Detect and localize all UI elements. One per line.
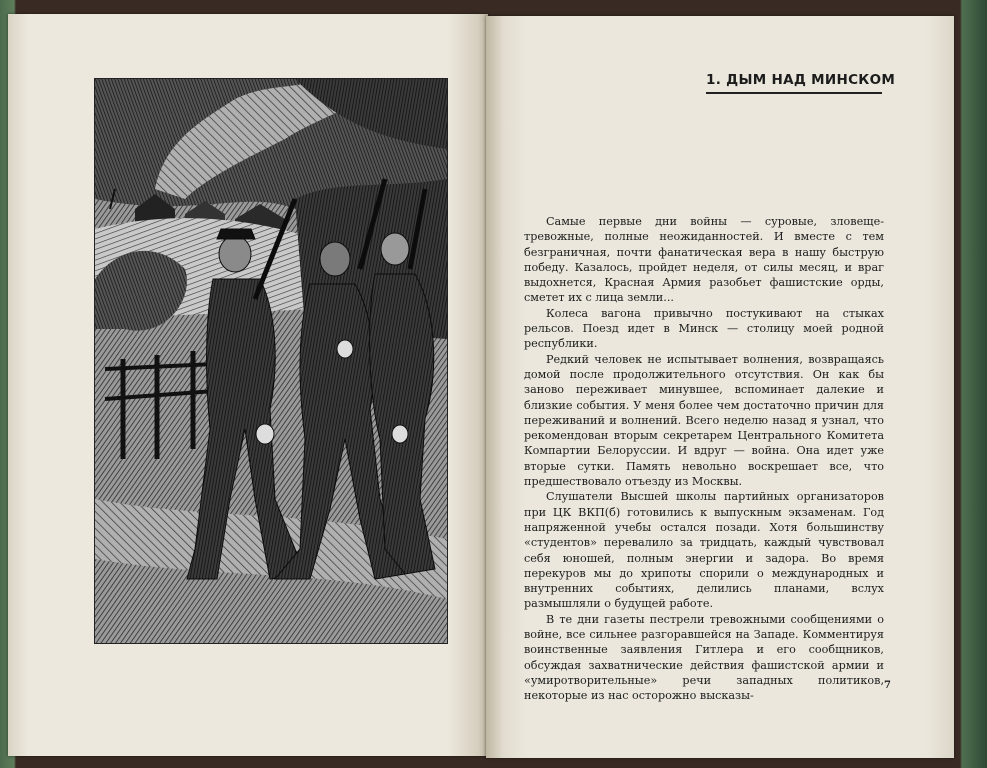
paragraph: В те дни газеты пестрели тревожными сообщениями о войне, все сильнее разгоравшейся на Западе. Комментируя воинственные заявления Гитлера и его сообщников, обсуждая захватнические действия фашистской армии и «умиротворительные» речи западных политиков, некоторые из нас осторожно высказы- — [524, 612, 884, 703]
left-page — [8, 14, 488, 756]
paragraph: Самые первые дни войны — суровые, зловеще-тревожные, полные неожиданностей. И вместе с тем безграничная, почти фанатическая вера в нашу быструю победу. Казалось, пройдет неделя, от силы месяц, и враг выдохнется, Красная Армия разобьет фашистские орды, сметет их с лица земли... — [524, 215, 884, 305]
right-page — [486, 16, 954, 758]
woodcut-illustration — [94, 78, 448, 644]
page-number: 7 — [884, 680, 891, 691]
chapter-title: 1. ДЫМ НАД МИНСКОМ — [706, 72, 896, 88]
engraving-partisans-image — [95, 79, 447, 643]
paragraph: Слушатели Высшей школы партийных организаторов при ЦК ВКП(б) готовились к выпускным экзаменам. Год напряженной учебы остался позади. Хотя большинству «студентов» перевалило за тридцать, каждый чувствовал себя юношей, полным энергии и задора. Во время перекуров мы до хрипоты спорили о международных и внутренних событиях, делились планами, вслух размышляли о будущей работе. — [524, 490, 884, 611]
book-spread — [8, 14, 958, 764]
body-text — [524, 214, 884, 704]
paragraph: Колеса вагона привычно постукивают на стыках рельсов. Поезд идет в Минск — столицу моей родной республики. — [524, 306, 884, 351]
chapter-title-underline — [706, 92, 882, 94]
paragraph: Редкий человек не испытывает волнения, возвращаясь домой после продолжительного отсутствия. Он как бы заново переживает минувшее, вспоминает далекие и близкие события. У меня более чем достаточно причин для переживаний и волнений. Всего неделю назад я узнал, что рекомендован вторым секретарем Центрального Комитета Компартии Белоруссии. И вдруг — война. Она идет уже вторые сутки. Память невольно воскрешает все, что предшествовало отъезду из Москвы. — [524, 352, 884, 489]
